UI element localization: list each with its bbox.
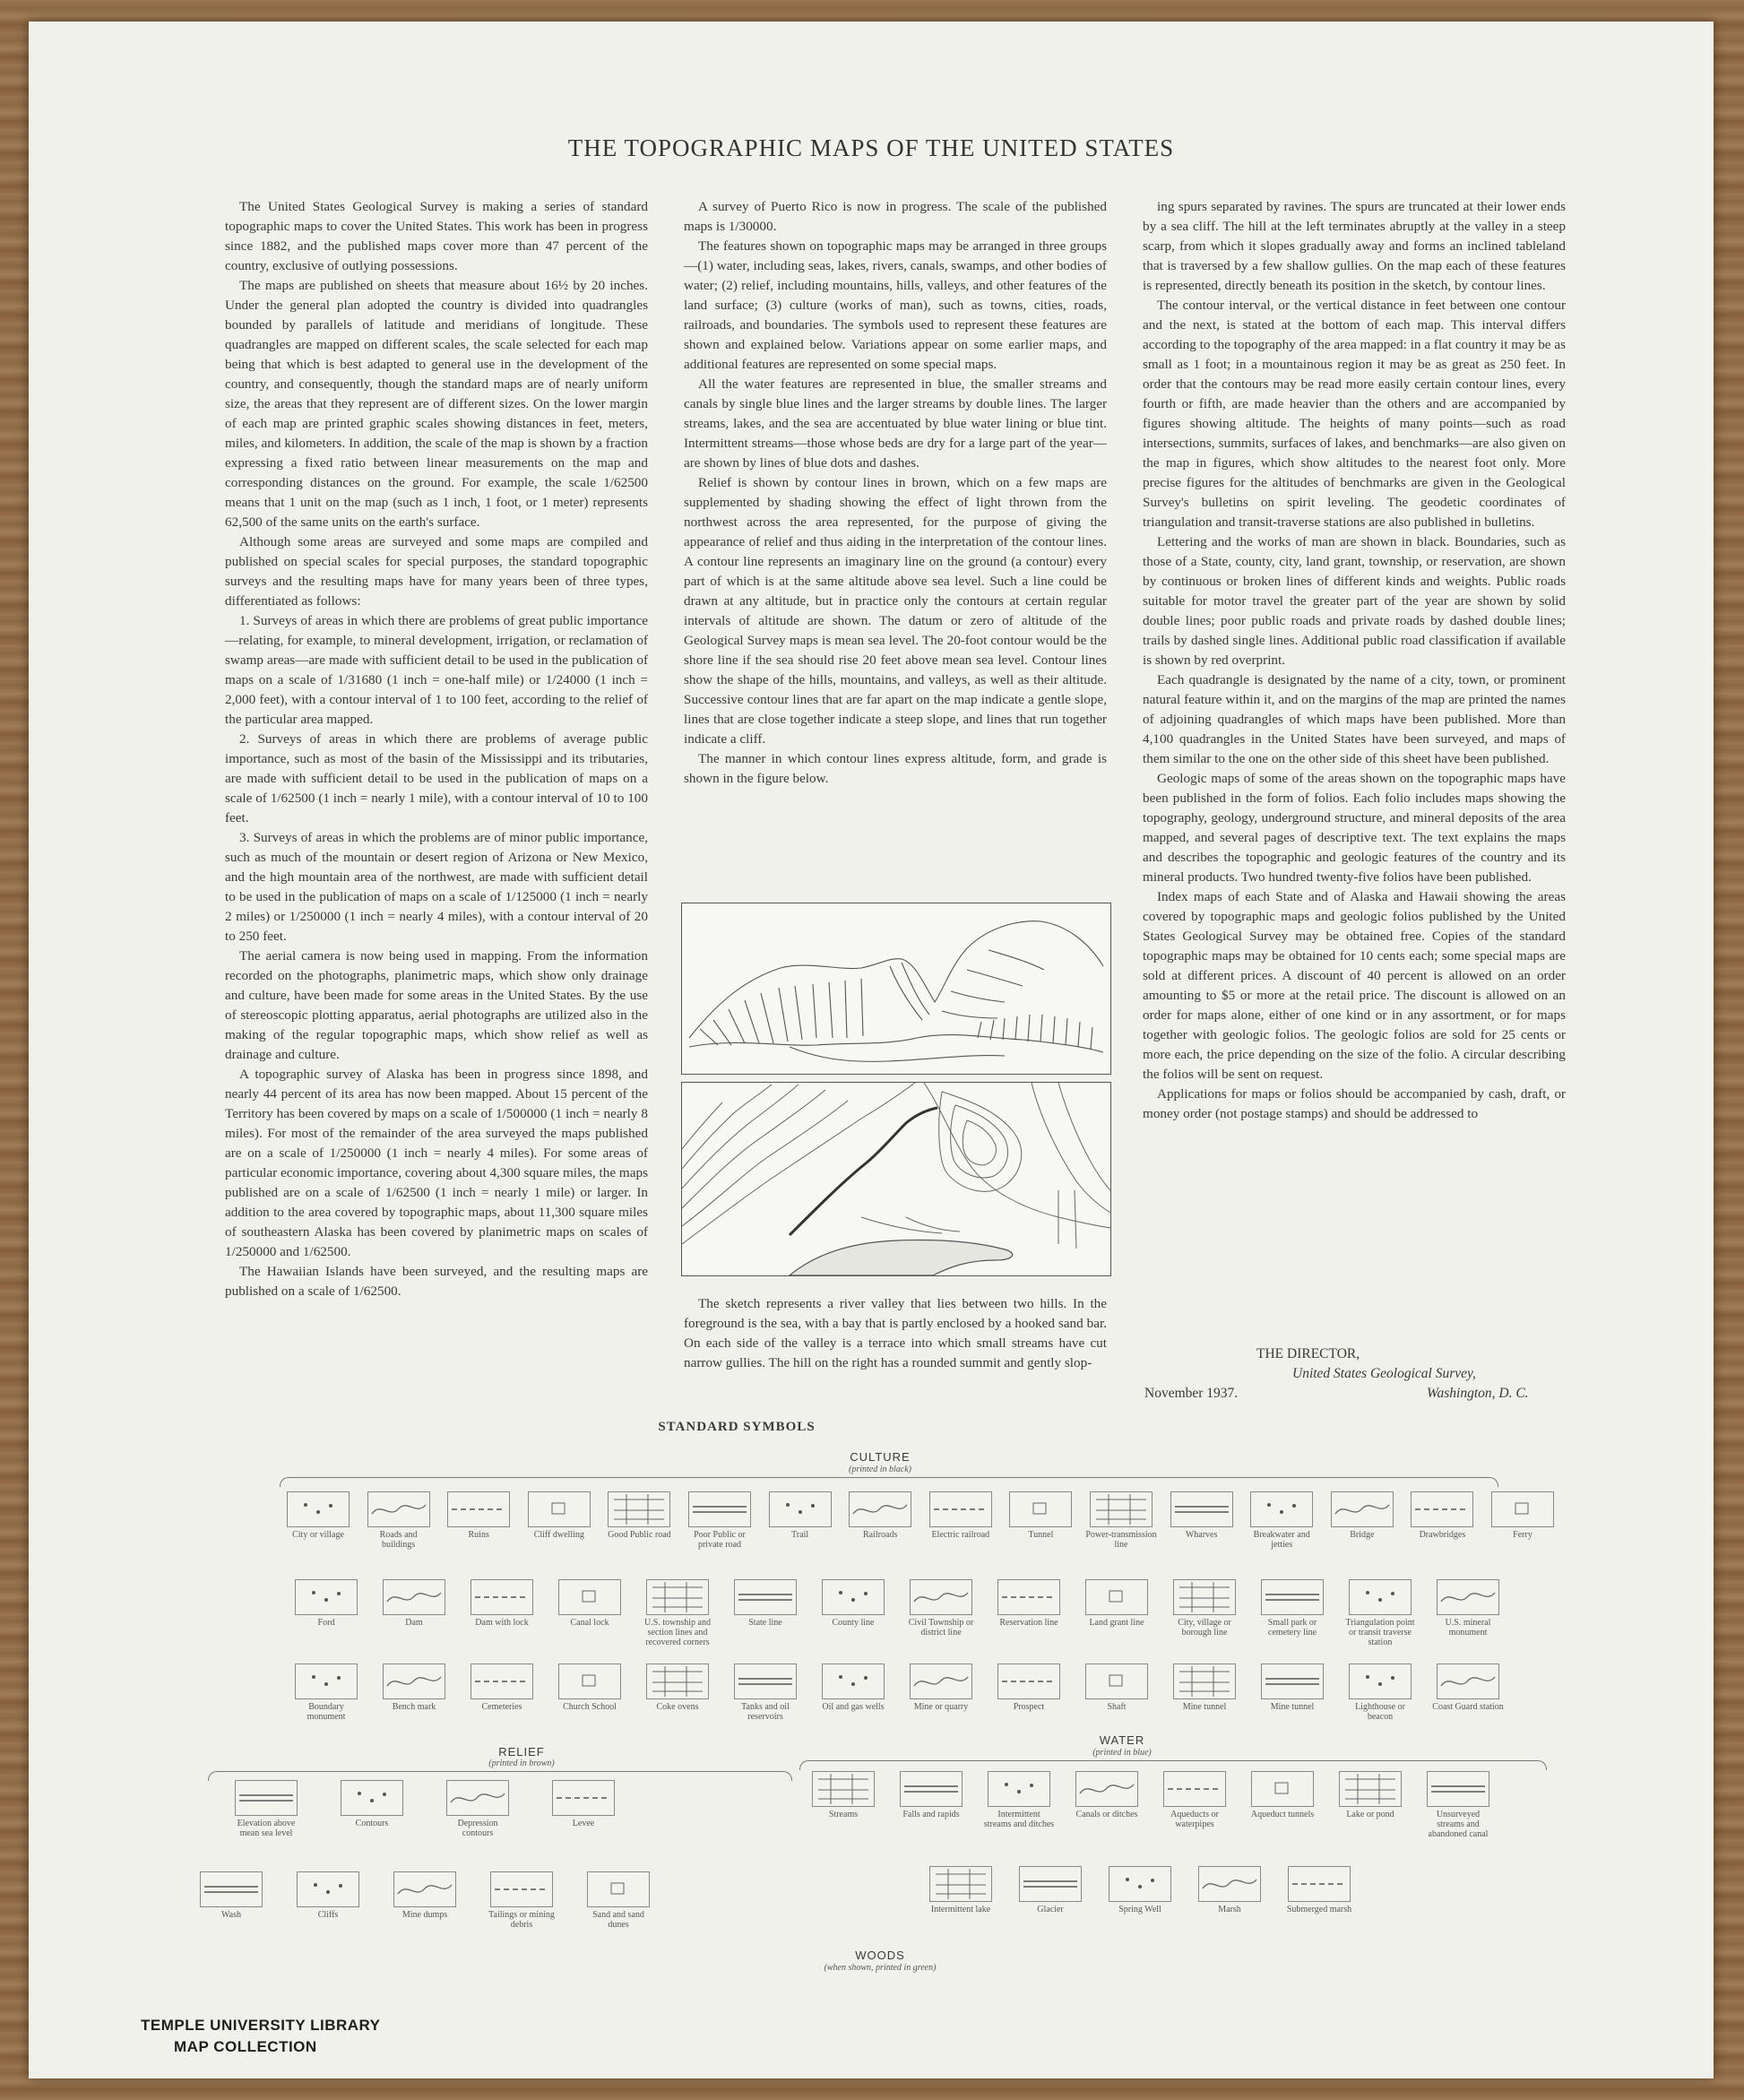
symbol-swatch: [910, 1664, 972, 1699]
symbol-label: Shaft: [1107, 1702, 1127, 1712]
contour-map-drawing: [682, 1083, 1110, 1275]
symbol-swatch: [1288, 1866, 1351, 1902]
symbol-label: Prospect: [1013, 1702, 1045, 1712]
page-title: THE TOPOGRAPHIC MAPS OF THE UNITED STATES: [567, 134, 1175, 161]
map-symbol: [730, 1664, 801, 1722]
symbol-label: Contours: [355, 1819, 389, 1828]
library-stamp-line-1: TEMPLE UNIVERSITY LIBRARY: [141, 2017, 381, 2034]
map-symbol: [1283, 1866, 1355, 1914]
symbol-swatch: [471, 1664, 533, 1699]
symbol-swatch: [1173, 1579, 1236, 1615]
symbol-swatch: [587, 1871, 650, 1907]
paragraph: 2. Surveys of areas in which there are problems of average public importance, such as most of the basin of the Mississippi and its tributaries, are made with sufficient detail to be used in the publication of maps on a scale of 1/62500 (1 inch = nearly 1 mile), with a contour interval of 10 to 100 feet.: [225, 731, 648, 825]
paragraph: Although some areas are surveyed and some maps are compiled and published on special scales for special purposes, the standard topographic surveys and the resulting maps have for many years been of three types, differentiated as follows:: [225, 534, 648, 609]
map-symbol: [1005, 1491, 1076, 1540]
woods-heading: WOODS: [855, 1949, 905, 1962]
symbol-swatch: [490, 1871, 553, 1907]
map-symbol: [1169, 1579, 1240, 1638]
symbol-label: Ruins: [468, 1530, 489, 1540]
symbol-swatch: [200, 1871, 263, 1907]
map-symbol: [336, 1780, 408, 1828]
symbol-swatch: [997, 1664, 1060, 1699]
symbol-label: Lighthouse or beacon: [1355, 1702, 1405, 1722]
map-symbol: [642, 1579, 713, 1647]
valley-sketch-figure: [681, 903, 1111, 1075]
map-symbol: [389, 1871, 461, 1920]
map-symbol: [993, 1664, 1065, 1712]
map-symbol: [1159, 1771, 1230, 1829]
paragraph: The aerial camera is now being used in mapping. From the information recorded on the photographs, planimetric maps, which show only drainage and culture, have been made for some areas in the United States. By the use of stereoscopic plotting apparatus, aerial photographs are utilized also in the making of the regular topographic maps, which show relief as well as drainage and culture.: [225, 948, 648, 1062]
symbol-swatch: [235, 1780, 298, 1816]
symbol-swatch: [1250, 1491, 1313, 1527]
map-symbol: [554, 1579, 626, 1628]
map-symbol: [1246, 1491, 1317, 1550]
map-symbol: [905, 1579, 977, 1638]
symbol-swatch: [900, 1771, 963, 1807]
symbol-swatch: [929, 1491, 992, 1527]
symbol-label: Cliffs: [317, 1910, 339, 1920]
symbol-label: State line: [748, 1618, 782, 1628]
sketch-caption-text: The sketch represents a river valley that lies between two hills. In the foreground is the sea, with a bay that is partly enclosed by a hooked sand bar. On each side of the valley is a terrace into which small streams have cut narrow gullies. The hill on the right has a rounded summit and gently slop-: [684, 1296, 1107, 1370]
map-symbol: [363, 1491, 435, 1550]
map-symbol: [466, 1664, 538, 1712]
symbol-label: Power-transmission line: [1085, 1530, 1157, 1550]
symbol-label: Mine dumps: [401, 1910, 448, 1920]
symbol-label: U.S. mineral monument: [1445, 1618, 1491, 1638]
map-symbol: [1081, 1664, 1153, 1712]
text-column-1: [225, 197, 648, 1425]
symbol-label: Tailings or mining debris: [488, 1910, 555, 1930]
symbol-label: Levee: [572, 1819, 595, 1828]
symbol-swatch: [1491, 1491, 1554, 1527]
symbol-label: Aqueduct tunnels: [1250, 1810, 1315, 1819]
map-symbol: [230, 1780, 302, 1838]
water-heading: WATER: [1099, 1733, 1145, 1747]
symbol-swatch: [1198, 1866, 1261, 1902]
symbol-swatch: [383, 1579, 445, 1615]
symbol-swatch: [297, 1871, 359, 1907]
symbol-label: Ford: [317, 1618, 335, 1628]
paragraph: Relief is shown by contour lines in brown, which on a few maps are supplemented by shading showing the effect of light thrown from the northwest across the area represented, for the purpose of giving the appearance of relief and thus aiding in the interpretation of the contour lines. A contour line represents an imaginary line on the ground (a contour) every part of which is at the same altitude above sea level. Such a line could be drawn at any altitude, but in practice only the contours at certain regular intervals of altitude are shown. The datum or zero of altitude of the Geological Survey maps is mean sea level. The 20-foot contour would be the shore line if the sea should rise 20 feet above mean sea level. Contour lines show the shape of the hills, mountains, and valleys, as well as their altitude. Successive contour lines that are far apart on the map indicate a gentle slope, lines that are close together indicate a steep slope, and lines that run together indicate a cliff.: [684, 475, 1107, 747]
paragraph: All the water features are represented in blue, the smaller streams and canals by single blue lines and the larger streams by double lines. The larger streams, lakes, and the sea are accentuated by blue water lining or blue tint. Intermittent streams—those whose beds are dry for a large part of the year—are shown by lines of blue dots and dashes.: [684, 376, 1107, 471]
symbol-label: Submerged marsh: [1286, 1905, 1352, 1914]
contour-map-figure: [681, 1082, 1111, 1276]
woods-subheading: (when shown, printed in green): [824, 1963, 937, 1973]
symbol-swatch: [997, 1579, 1060, 1615]
symbol-swatch: [646, 1579, 709, 1615]
symbol-swatch: [558, 1579, 621, 1615]
map-symbol: [282, 1491, 354, 1540]
paragraph: Lettering and the works of man are shown in black. Boundaries, such as those of a State, county, city, land grant, township, or reservation, are shown by continuous or broken lines of different kinds and weights. Public roads suitable for motor travel the greater part of the year are shown by solid double lines; poor public roads and private roads by dashed double lines; trails by dashed single lines. Additional public road classification if available is shown by red overprint.: [1143, 534, 1566, 668]
map-symbol: [442, 1780, 514, 1838]
symbol-swatch: [471, 1579, 533, 1615]
symbol-swatch: [1411, 1491, 1473, 1527]
symbol-label: Sand and sand dunes: [592, 1910, 644, 1930]
map-symbol: [817, 1664, 889, 1712]
symbol-label: Mine tunnel: [1270, 1702, 1315, 1712]
text-column-2: [684, 197, 1107, 896]
symbol-swatch: [1163, 1771, 1226, 1807]
symbol-label: Small park or cemetery line: [1267, 1618, 1317, 1638]
signature-place: Washington, D. C.: [1427, 1386, 1529, 1401]
map-symbol: [290, 1579, 362, 1628]
symbol-swatch: [929, 1866, 992, 1902]
map-symbol: [466, 1579, 538, 1628]
text-column-3: [1143, 197, 1566, 1322]
map-symbol: [1406, 1491, 1478, 1540]
map-symbol: [1071, 1771, 1143, 1819]
symbol-swatch: [1173, 1664, 1236, 1699]
symbol-label: Breakwater and jetties: [1253, 1530, 1310, 1550]
map-symbol: [554, 1664, 626, 1712]
symbol-swatch: [812, 1771, 875, 1807]
paragraph: The features shown on topographic maps may be arranged in three groups—(1) water, including seas, lakes, rivers, canals, swamps, and other bodies of water; (2) relief, including mountains, hills, valleys, and other features of the land surface; (3) culture (works of man), such as towns, cities, roads, railroads, and boundaries. The symbols used to represent these features are shown and explained below. Variations appear on some earlier maps, and additional features are represented on some special maps.: [684, 238, 1107, 372]
map-symbol: [1422, 1771, 1494, 1839]
water-brace: [799, 1760, 1547, 1770]
symbol-swatch: [1019, 1866, 1082, 1902]
symbol-swatch: [447, 1491, 510, 1527]
signature-date: November 1937.: [1144, 1386, 1239, 1401]
symbol-swatch: [1437, 1664, 1499, 1699]
symbol-swatch: [1261, 1664, 1324, 1699]
symbol-swatch: [849, 1491, 911, 1527]
symbol-label: Glacier: [1037, 1905, 1064, 1914]
symbol-swatch: [910, 1579, 972, 1615]
paragraph: Each quadrangle is designated by the name of a city, town, or prominent natural feature within it, and on the margins of the map are printed the names of adjoining quadrangles of which maps have been published. More than 4,100 quadrangles in the United States have been surveyed, and maps of them similar to the one on the other side of this sheet have been published.: [1143, 672, 1566, 766]
symbol-label: Civil Township or district line: [908, 1618, 974, 1638]
symbol-swatch: [822, 1664, 885, 1699]
symbol-label: Coke ovens: [656, 1702, 699, 1712]
symbol-label: Ferry: [1513, 1530, 1532, 1540]
symbol-label: Tanks and oil reservoirs: [741, 1702, 790, 1722]
symbol-swatch: [1427, 1771, 1489, 1807]
map-symbol: [290, 1664, 362, 1722]
symbol-label: Streams: [828, 1810, 859, 1819]
symbol-swatch: [1109, 1866, 1171, 1902]
symbol-swatch: [383, 1664, 445, 1699]
paragraph: 1. Surveys of areas in which there are problems of great public importance—relating, for example, to mineral development, irrigation, or reclamation of swamp areas—are made with sufficient detail to be used in the publication of maps on a scale of 1/31680 (1 inch = one-half mile) or 1/24000 (1 inch = 2,000 feet), with a contour interval of 1 to 100 feet, according to the relief of the particular area mapped.: [225, 613, 648, 727]
map-symbol: [807, 1771, 879, 1819]
symbol-label: Elevation above mean sea level: [237, 1819, 296, 1838]
culture-subheading: (printed in black): [849, 1465, 911, 1474]
culture-heading: CULTURE: [850, 1450, 911, 1464]
map-symbol: [1432, 1664, 1504, 1712]
paragraph: The Hawaiian Islands have been surveyed, and the resulting maps are published on a scale of 1/62500.: [225, 1264, 648, 1299]
symbol-swatch: [1009, 1491, 1072, 1527]
sketch-caption: [684, 1294, 1107, 1429]
symbol-label: Intermittent streams and ditches: [983, 1810, 1055, 1829]
symbol-swatch: [528, 1491, 591, 1527]
symbol-label: Boundary monument: [306, 1702, 346, 1722]
map-symbol: [993, 1579, 1065, 1628]
map-symbol: [1344, 1579, 1416, 1647]
symbol-swatch: [988, 1771, 1050, 1807]
symbol-label: City or village: [292, 1530, 344, 1540]
map-symbol: [1247, 1771, 1318, 1819]
water-subheading: (printed in blue): [1092, 1748, 1152, 1758]
symbol-swatch: [734, 1664, 797, 1699]
symbol-label: Falls and rapids: [902, 1810, 960, 1819]
map-symbol: [764, 1491, 836, 1540]
symbol-label: Triangulation point or transit traverse station: [1345, 1618, 1415, 1647]
paragraph: Applications for maps or folios should be accompanied by cash, draft, or money order (not postage stamps) and should be addressed to: [1143, 1086, 1566, 1121]
symbol-label: Lake or pond: [1346, 1810, 1394, 1819]
map-symbol: [1104, 1866, 1176, 1914]
symbol-swatch: [1339, 1771, 1402, 1807]
symbol-label: Electric railroad: [931, 1530, 990, 1540]
symbol-swatch: [287, 1491, 350, 1527]
map-symbol: [583, 1871, 654, 1930]
symbol-label: Intermittent lake: [930, 1905, 991, 1914]
symbol-label: Canals or ditches: [1075, 1810, 1138, 1819]
map-symbol: [195, 1871, 267, 1920]
symbol-label: Railroads: [863, 1530, 898, 1540]
symbol-label: Land grant line: [1089, 1618, 1144, 1628]
map-symbol: [1344, 1664, 1416, 1722]
valley-sketch-drawing: [682, 903, 1110, 1074]
library-stamp-line-2: MAP COLLECTION: [174, 2038, 317, 2055]
symbol-label: Unsurveyed streams and abandoned canal: [1428, 1810, 1489, 1839]
map-symbol: [1085, 1491, 1157, 1550]
paragraph: A topographic survey of Alaska has been in progress since 1898, and nearly 44 percent of its area has now been mapped. About 15 percent of the Territory has been covered by maps on a scale of 1/500000 (1 inch = nearly 8 miles). For most of the remainder of the area surveyed the maps published are on a scale of 1/250000 (1 inch = nearly 4 miles). For some areas of particular economic importance, covering about 4,300 square miles, the maps published are on a scale of 1/62500 (1 inch = nearly 1 mile) or larger. In addition to the area covered by topographic maps, about 11,300 square miles of southeastern Alaska has been covered by planimetric maps on scales of 1/250000 and 1/62500.: [225, 1067, 648, 1259]
symbol-swatch: [1261, 1579, 1324, 1615]
map-symbol: [925, 1866, 997, 1914]
symbol-swatch: [646, 1664, 709, 1699]
relief-subheading: (printed in brown): [488, 1759, 555, 1768]
symbol-swatch: [393, 1871, 456, 1907]
symbol-swatch: [446, 1780, 509, 1816]
symbol-label: Bench mark: [392, 1702, 436, 1712]
symbol-label: City, village or borough line: [1178, 1618, 1231, 1638]
symbol-swatch: [769, 1491, 832, 1527]
paragraph: A survey of Puerto Rico is now in progress. The scale of the published maps is 1/30000.: [684, 199, 1107, 234]
symbol-label: Coast Guard station: [1432, 1702, 1504, 1712]
symbol-swatch: [1349, 1579, 1412, 1615]
symbol-swatch: [688, 1491, 751, 1527]
symbol-label: Wharves: [1185, 1530, 1218, 1540]
symbol-label: Drawbridges: [1419, 1530, 1466, 1540]
symbol-label: Good Public road: [608, 1530, 671, 1540]
symbol-swatch: [1085, 1579, 1148, 1615]
signature-addressee: THE DIRECTOR,: [1256, 1346, 1360, 1361]
map-symbol: [1081, 1579, 1153, 1628]
map-symbol: [378, 1664, 450, 1712]
symbol-label: Marsh: [1218, 1905, 1241, 1914]
symbol-label: Roads and buildings: [379, 1530, 418, 1550]
symbol-swatch: [341, 1780, 403, 1816]
map-symbol: [1014, 1866, 1086, 1914]
paragraph: Geologic maps of some of the areas shown on the topographic maps have been published in the form of folios. Each folio includes maps showing the topography, geology, underground structure, and mineral deposits of the area mapped, and several pages of descriptive text. The text explains the maps and describes the topographic and geologic features of the country and its mineral products. Two hundred twenty-five folios have been published.: [1143, 771, 1566, 885]
symbol-label: Canal lock: [570, 1618, 609, 1628]
symbol-label: Poor Public or private road: [694, 1530, 746, 1550]
culture-brace: [280, 1477, 1498, 1487]
symbol-label: County line: [832, 1618, 875, 1628]
map-symbol: [1194, 1866, 1265, 1914]
paragraph: The contour interval, or the vertical distance in feet between one contour and the next, is stated at the bottom of each map. This interval differs according to the topography of the area mapped: in a flat country it may be as small as 1 foot; in a mountainous region it may be as great as 250 feet. In order that the contours may be read more easily certain contour lines, every fourth or fifth, are made heavier than the others and are accompanied by figures showing altitude. The heights of many points—such as road intersections, summits, surfaces of lakes, and benchmarks—are also given on the map in figures, which show altitudes to the nearest foot only. More precise figures for the altitudes of benchmarks are given in the Geological Survey's bulletins on spirit leveling. The geodetic coordinates of triangulation and transit-traverse stations are also published in bulletins.: [1143, 298, 1566, 530]
symbol-label: Aqueducts or waterpipes: [1170, 1810, 1219, 1829]
standard-symbols-heading: STANDARD SYMBOLS: [658, 1420, 816, 1434]
map-symbol: [925, 1491, 997, 1540]
symbol-swatch: [1331, 1491, 1394, 1527]
paragraph: The manner in which contour lines express altitude, form, and grade is shown in the figure below.: [684, 751, 1107, 786]
symbol-label: Oil and gas wells: [822, 1702, 885, 1712]
map-symbol: [844, 1491, 916, 1540]
symbol-swatch: [734, 1579, 797, 1615]
paragraph: 3. Surveys of areas in which the problems are of minor public importance, such as much of the mountain or desert region of Arizona or New Mexico, and the high mountain area of the northwest, are made with sufficient detail to be used in the publication of maps on a scale of 1/125000 (1 inch = nearly 2 miles) or 1/250000 (1 inch = nearly 4 miles), with a contour interval of 20 to 250 feet.: [225, 830, 648, 944]
symbol-swatch: [608, 1491, 670, 1527]
signature-org: United States Geological Survey,: [1292, 1366, 1476, 1381]
map-symbol: [548, 1780, 619, 1828]
map-symbol: [292, 1871, 364, 1920]
symbol-swatch: [367, 1491, 430, 1527]
paragraph: The maps are published on sheets that measure about 16½ by 20 inches. Under the general plan adopted the country is divided into quadrangles bounded by parallels of latitude and meridians of longitude. These quadrangles are mapped on different scales, the scale selected for each map being that which is best adapted to general use in the development of the country, and consequently, though the standard maps are of nearly uniform size, the areas that they represent are of different sizes. On the lower margin of each map are printed graphic scales showing distances in feet, meters, miles, and kilometers. In addition, the scale of the map is shown by a fraction expressing a fixed ratio between linear measurements on the map and corresponding distances on the ground. For example, the scale 1/62500 means that 1 unit on the map (such as 1 inch, 1 foot, or 1 meter) represents 62,500 of the same units on the earth's surface.: [225, 278, 648, 530]
symbol-label: Tunnel: [1028, 1530, 1054, 1540]
symbol-label: Reservation line: [999, 1618, 1058, 1628]
symbol-swatch: [295, 1579, 358, 1615]
symbol-label: Church School: [563, 1702, 617, 1712]
paragraph: Index maps of each State and of Alaska and Hawaii showing the areas covered by topographic maps and geologic folios published by the United States Geological Survey may be obtained free. Copies of the standard topographic maps may be obtained for 10 cents each; some special maps are sold at different prices. A discount of 40 percent is allowed on an order amounting to $5 or more at the retail price. The discount is allowed on an order for maps alone, either of one kind or in any assortment, or for maps together with geologic folios. The geologic folios are sold for 25 cents or more each, the price depending on the size of the folio. A circular describing the folios will be sent on request.: [1143, 889, 1566, 1082]
symbol-swatch: [1170, 1491, 1233, 1527]
symbol-label: U.S. township and section lines and recovered corners: [644, 1618, 711, 1647]
map-symbol: [905, 1664, 977, 1712]
map-symbol: [1326, 1491, 1398, 1540]
symbol-label: Bridge: [1350, 1530, 1375, 1540]
symbol-label: Spring Well: [1118, 1905, 1161, 1914]
symbol-label: Dam with lock: [475, 1618, 529, 1628]
symbol-label: Depression contours: [457, 1819, 498, 1838]
map-symbol: [1256, 1579, 1328, 1638]
map-symbol: [523, 1491, 595, 1540]
paragraph: The United States Geological Survey is making a series of standard topographic maps to cover the United States. This work has been in progress since 1882, and the published maps cover more than 47 percent of the country, exclusive of outlying possessions.: [225, 199, 648, 273]
map-sheet: [29, 22, 1714, 2078]
map-symbol: [603, 1491, 675, 1540]
map-symbol: [1487, 1491, 1558, 1540]
map-symbol: [895, 1771, 967, 1819]
map-symbol: [1334, 1771, 1406, 1819]
map-symbol: [1432, 1579, 1504, 1638]
symbol-swatch: [1349, 1664, 1412, 1699]
symbol-swatch: [1075, 1771, 1138, 1807]
symbol-label: Dam: [405, 1618, 423, 1628]
map-symbol: [642, 1664, 713, 1712]
map-symbol: [817, 1579, 889, 1628]
relief-heading: RELIEF: [498, 1745, 545, 1759]
symbol-label: Wash: [221, 1910, 241, 1920]
map-symbol: [443, 1491, 514, 1540]
map-symbol: [730, 1579, 801, 1628]
paragraph: ing spurs separated by ravines. The spurs are truncated at their lower ends by a sea cliff. The hill at the left terminates abruptly at the valley in a steep scarp, from which it slopes gradually away and forms an inclined tableland that is traversed by a few shallow gullies. On the map each of these features is represented, directly beneath its position in the sketch, by contour lines.: [1143, 199, 1566, 293]
symbol-swatch: [822, 1579, 885, 1615]
symbol-label: Trail: [791, 1530, 809, 1540]
symbol-swatch: [295, 1664, 358, 1699]
symbol-label: Mine or quarry: [913, 1702, 969, 1712]
symbol-label: Cemeteries: [481, 1702, 522, 1712]
symbol-label: Cliff dwelling: [533, 1530, 584, 1540]
symbol-swatch: [552, 1780, 615, 1816]
symbol-swatch: [558, 1664, 621, 1699]
symbol-swatch: [1251, 1771, 1314, 1807]
map-symbol: [684, 1491, 755, 1550]
symbol-label: Mine tunnel: [1182, 1702, 1227, 1712]
symbol-swatch: [1090, 1491, 1153, 1527]
symbol-swatch: [1085, 1664, 1148, 1699]
map-symbol: [1256, 1664, 1328, 1712]
map-symbol: [486, 1871, 557, 1930]
map-symbol: [378, 1579, 450, 1628]
symbol-swatch: [1437, 1579, 1499, 1615]
map-symbol: [1166, 1491, 1238, 1540]
map-symbol: [1169, 1664, 1240, 1712]
map-symbol: [983, 1771, 1055, 1829]
